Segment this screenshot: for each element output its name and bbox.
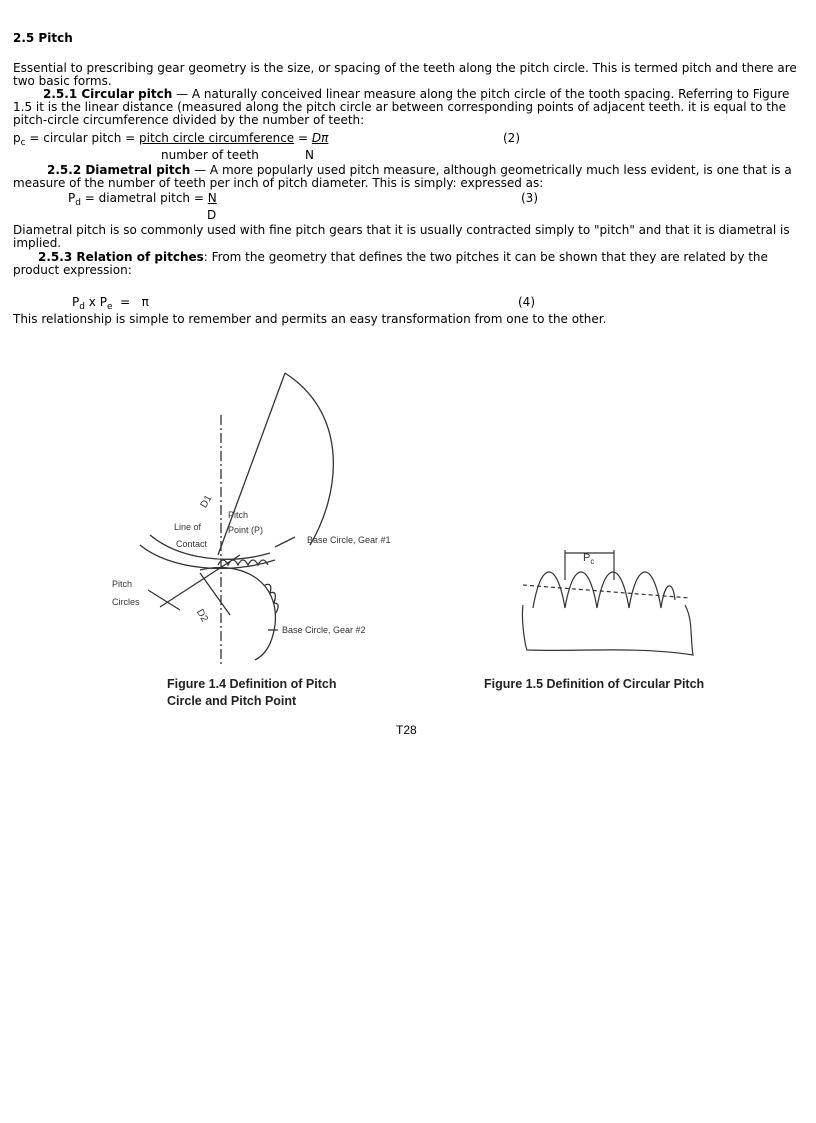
label-contact: Contact (176, 539, 208, 549)
label-d2: D2 (193, 607, 210, 625)
figure-1-4-pitch-circle-diagram (100, 355, 420, 675)
circular-pitch-heading: 2.5.1 Circular pitch (43, 87, 173, 101)
gear1-base-circle (150, 535, 270, 559)
diametral-pitch-note: Diametral pitch is so commonly used with fine pitch gears that it is usually contracted simply to "pitch" and that it is diametral is implied. (13, 223, 790, 250)
equation-number-2: (2) (503, 131, 520, 145)
rack-outline (522, 605, 693, 655)
label-pc: $P_c$ (583, 552, 595, 566)
relation-note: This relationship is simple to remember and permits an easy transformation from one to the other. (13, 312, 607, 326)
label-line-of: Line of (174, 522, 202, 532)
section-heading: 2.5 Pitch (13, 31, 73, 45)
intro-paragraph: Essential to prescribing gear geometry is the size, or spacing of the teeth along the pitch circle. This is termed pitch and there are two basic forms. (13, 61, 797, 88)
label-base-circle-1: Base Circle, Gear #1 (307, 535, 391, 545)
figure-1-5-circular-pitch-diagram (515, 540, 715, 665)
relation-paragraph: 2.5.3 Relation of pitches: From the geometry that defines the two pitches it can be shown that they are related by the product expression: (13, 250, 768, 277)
formula-denominator-d: D (207, 208, 217, 222)
label-pitch-circles-1: Pitch (112, 579, 133, 589)
gear2-pitch-circle (200, 567, 275, 660)
relation-formula: $P_d$ x $P_e = \pi$ (72, 295, 149, 312)
figure-1-5-caption: Figure 1.5 Definition of Circular Pitch (484, 677, 705, 691)
figure-1-4-caption-line2: Circle and Pitch Point (167, 694, 297, 708)
label-d1: D1 (198, 493, 215, 510)
circular-pitch-text: — A naturally conceived linear measure along the pitch circle of the tooth spacing. Referring to Figure 1.5 it is the linear distance (measured along the pitch circle ar between corresponding points of adjacent teeth. it is equal to the pitch-circle circumference divided by the number of teeth: (13, 87, 790, 127)
formula-denominator-n: N (305, 148, 314, 162)
pitch-circles-pointer (148, 590, 180, 610)
label-pitch-circles-2: Circles (112, 597, 140, 607)
label-pitch-point: Point (P) (228, 525, 264, 535)
label-base-circle-2: Base Circle, Gear #2 (282, 625, 366, 635)
gear1-arc (285, 373, 333, 545)
equation-number-4: (4) (518, 295, 535, 309)
formula-numerator: pitch circle circumference (139, 131, 295, 145)
diametral-pitch-paragraph: 2.5.2 Diametral pitch — A more popularly used pitch measure, although geometrically much less evident, is one that is a measure of the number of teeth per inch of pitch diameter. This is simply: expressed as: (13, 163, 792, 190)
circular-pitch-formula: $p_c$ = circular pitch = pitch circle circumference = Dπ (13, 131, 329, 148)
relation-heading: 2.5.3 Relation of pitches (38, 250, 204, 264)
diametral-pitch-formula: $P_d$ = diametral pitch = N (68, 191, 217, 208)
formula-denominator: number of teeth (161, 148, 259, 162)
gear-teeth-profile (533, 572, 675, 608)
circular-pitch-paragraph (13, 88, 803, 127)
page-number: T28 (396, 723, 417, 737)
equation-number-3: (3) (521, 191, 538, 205)
line-of-contact (160, 555, 240, 607)
figure-1-4-caption-line1: Figure 1.4 Definition of Pitch (167, 677, 337, 691)
diametral-pitch-heading: 2.5.2 Diametral pitch (47, 163, 191, 177)
base1-pointer (275, 537, 295, 547)
label-pitch: Pitch (228, 510, 249, 520)
